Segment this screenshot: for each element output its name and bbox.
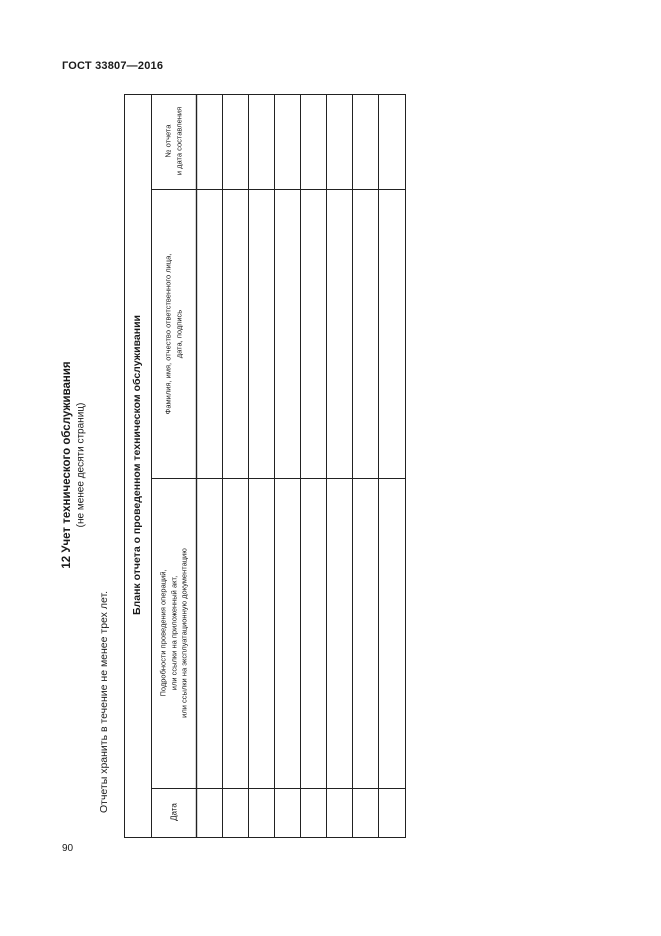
column-header-report-number [164,107,185,175]
column-header-responsible-person [164,254,185,415]
standard-code: ГОСТ 33807—2016 [62,60,164,72]
column-header-details [158,548,190,718]
column-header-report-line: № отчета [163,124,173,158]
column-header-details-line: Подробности проведения операций, [158,569,168,697]
section-title: 12 Учет технического обслуживания [61,361,73,569]
column-header-date: Дата [169,803,179,821]
column-header-name-line: дата, подпись [174,309,183,359]
retention-note: Отчеты хранить в течение не менее трех лет. [98,590,110,814]
form-title: Бланк отчета о проведенном техническом обслуживании [131,315,143,615]
section-subtitle: (не менее десяти страниц) [75,402,87,528]
column-header-report-line: и дата составления [174,106,183,176]
column-header-name-line: Фамилия, имя, отчество ответственного лица, [163,253,173,415]
table-border [125,95,406,838]
column-header-details-line: или ссылки на приложенный акт, [168,575,178,691]
page-number: 90 [62,843,74,854]
column-header-details-line: или ссылки на эксплуатационную документацию [179,548,189,718]
